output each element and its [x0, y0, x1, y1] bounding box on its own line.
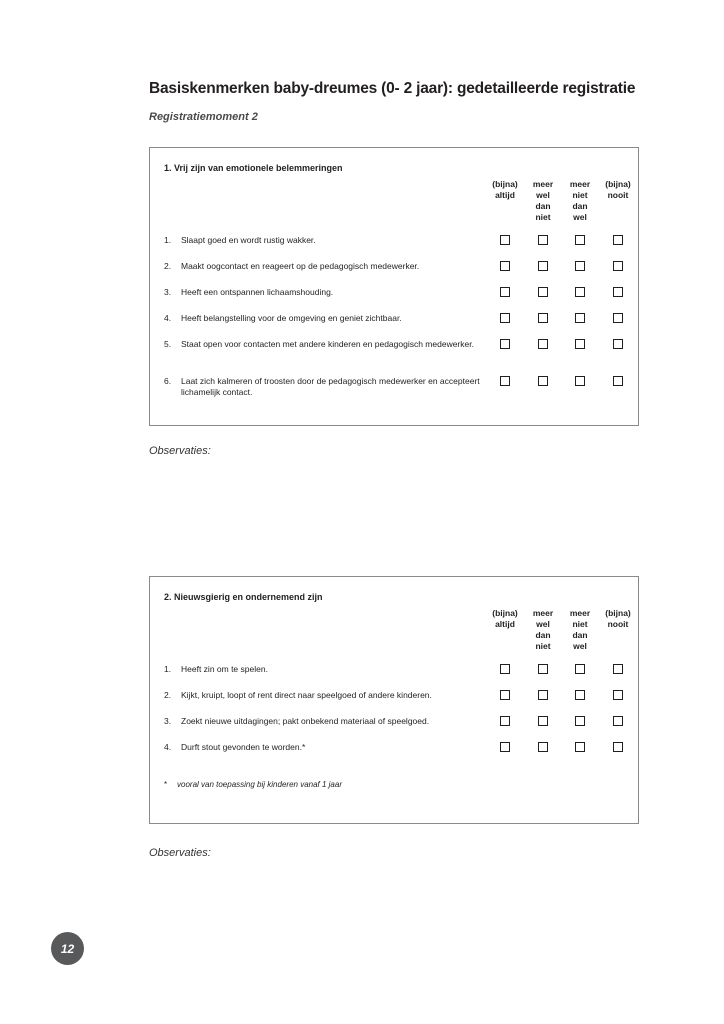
list-item: 2. Maakt oogcontact en reageert op de pedagogisch medewerker.: [164, 261, 420, 271]
checkbox-2-4-meer-niet[interactable]: [575, 742, 585, 752]
list-item: 3. Zoekt nieuwe uitdagingen; pakt onbekend materiaal of speelgoed.: [164, 716, 430, 726]
list-item: 5. Staat open voor contacten met andere kinderen en pedagogisch medewerker.: [164, 339, 474, 349]
checkbox-2-1-bijna-nooit[interactable]: [613, 664, 623, 674]
checkbox-1-2-meer-wel[interactable]: [538, 261, 548, 271]
checkbox-1-1-meer-wel[interactable]: [538, 235, 548, 245]
checkbox-1-1-bijna-altijd[interactable]: [500, 235, 510, 245]
header-bijna-altijd: (bijna) altijd: [492, 608, 518, 629]
list-item: 3. Heeft een ontspannen lichaamshouding.: [164, 287, 334, 297]
checkbox-1-3-bijna-altijd[interactable]: [500, 287, 510, 297]
checkbox-1-3-meer-niet[interactable]: [575, 287, 585, 297]
page-subtitle: Registratiemoment 2: [149, 111, 258, 123]
list-item: 4. Durft stout gevonden te worden.*: [164, 742, 306, 752]
observations-label-2: Observaties:: [149, 847, 211, 859]
header-bijna-nooit: (bijna) nooit: [605, 608, 631, 629]
list-item: 4. Heeft belangstelling voor de omgeving en geniet zichtbaar.: [164, 313, 402, 323]
list-item: 6. Laat zich kalmeren of troosten door de pedagogisch medewerker en accepteert lichamelijk contact.: [164, 376, 480, 397]
footnote: * vooral van toepassing bij kinderen vanaf 1 jaar: [164, 780, 342, 789]
header-meer-niet-dan-wel: meer niet dan wel: [569, 608, 591, 651]
checkbox-1-5-meer-niet[interactable]: [575, 339, 585, 349]
checkbox-2-3-bijna-altijd[interactable]: [500, 716, 510, 726]
section-1-box: [149, 147, 639, 426]
header-meer-niet-dan-wel: meer niet dan wel: [569, 179, 591, 222]
checkbox-1-3-bijna-nooit[interactable]: [613, 287, 623, 297]
checkbox-2-1-meer-wel[interactable]: [538, 664, 548, 674]
checkbox-2-4-bijna-altijd[interactable]: [500, 742, 510, 752]
checkbox-2-3-meer-niet[interactable]: [575, 716, 585, 726]
checkbox-2-2-bijna-nooit[interactable]: [613, 690, 623, 700]
checkbox-1-4-meer-niet[interactable]: [575, 313, 585, 323]
checkbox-1-6-meer-niet[interactable]: [575, 376, 585, 386]
checkbox-2-4-bijna-nooit[interactable]: [613, 742, 623, 752]
checkbox-2-1-bijna-altijd[interactable]: [500, 664, 510, 674]
page-number-badge: 12: [51, 932, 84, 965]
checkbox-1-6-meer-wel[interactable]: [538, 376, 548, 386]
checkbox-1-1-bijna-nooit[interactable]: [613, 235, 623, 245]
checkbox-1-1-meer-niet[interactable]: [575, 235, 585, 245]
checkbox-2-3-meer-wel[interactable]: [538, 716, 548, 726]
checkbox-2-2-meer-wel[interactable]: [538, 690, 548, 700]
section-2-box: [149, 576, 639, 824]
checkbox-2-1-meer-niet[interactable]: [575, 664, 585, 674]
checkbox-2-4-meer-wel[interactable]: [538, 742, 548, 752]
header-meer-wel-dan-niet: meer wel dan niet: [532, 179, 554, 222]
checkbox-1-5-bijna-altijd[interactable]: [500, 339, 510, 349]
header-meer-wel-dan-niet: meer wel dan niet: [532, 608, 554, 651]
checkbox-2-3-bijna-nooit[interactable]: [613, 716, 623, 726]
list-item: 1. Heeft zin om te spelen.: [164, 664, 268, 674]
checkbox-1-6-bijna-nooit[interactable]: [613, 376, 623, 386]
checkbox-1-4-meer-wel[interactable]: [538, 313, 548, 323]
header-bijna-nooit: (bijna) nooit: [605, 179, 631, 200]
list-item: 2. Kijkt, kruipt, loopt of rent direct naar speelgoed of andere kinderen.: [164, 690, 432, 700]
checkbox-1-6-bijna-altijd[interactable]: [500, 376, 510, 386]
checkbox-2-2-bijna-altijd[interactable]: [500, 690, 510, 700]
checkbox-1-5-bijna-nooit[interactable]: [613, 339, 623, 349]
checkbox-1-2-bijna-nooit[interactable]: [613, 261, 623, 271]
checkbox-1-4-bijna-nooit[interactable]: [613, 313, 623, 323]
page-title: Basiskenmerken baby-dreumes (0- 2 jaar): gedetailleerde registratie: [149, 80, 636, 97]
checkbox-1-2-bijna-altijd[interactable]: [500, 261, 510, 271]
checkbox-1-2-meer-niet[interactable]: [575, 261, 585, 271]
section-1-title: 1. Vrij zijn van emotionele belemmeringen: [164, 163, 343, 173]
header-bijna-altijd: (bijna) altijd: [492, 179, 518, 200]
list-item: 1. Slaapt goed en wordt rustig wakker.: [164, 235, 316, 245]
checkbox-1-5-meer-wel[interactable]: [538, 339, 548, 349]
checkbox-2-2-meer-niet[interactable]: [575, 690, 585, 700]
checkbox-1-3-meer-wel[interactable]: [538, 287, 548, 297]
checkbox-1-4-bijna-altijd[interactable]: [500, 313, 510, 323]
section-2-title: 2. Nieuwsgierig en ondernemend zijn: [164, 592, 323, 602]
observations-label-1: Observaties:: [149, 445, 211, 457]
